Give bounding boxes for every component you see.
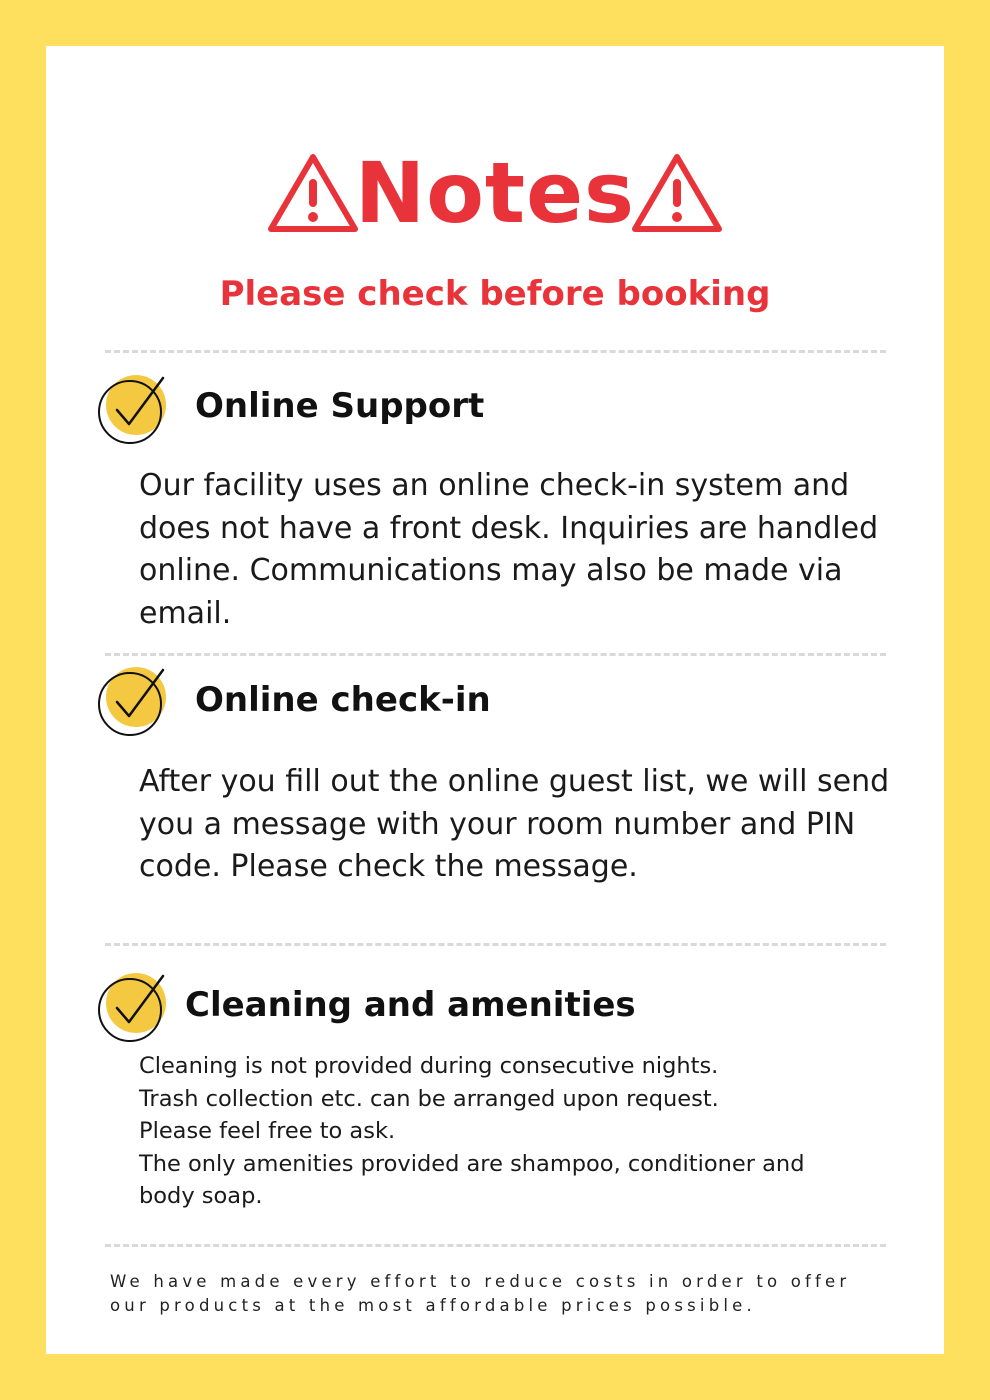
- body-line: body soap.: [139, 1183, 263, 1209]
- divider: [105, 943, 886, 946]
- checkmark-circle-icon: [97, 664, 169, 736]
- section-body-online-support: Our facility uses an online check-in system and does not have a front desk. Inquiries are handled online. Communications may also be made via email.: [139, 468, 879, 631]
- footer-line: our products at the most affordable prices possible.: [110, 1296, 756, 1315]
- body-line: The only amenities provided are shampoo, conditioner and: [139, 1150, 805, 1177]
- section-title-online-support: Online Support: [195, 386, 485, 426]
- body-line: Trash collection etc. can be arranged upon request.: [139, 1085, 719, 1112]
- body-line: Cleaning is not provided during consecutive nights.: [139, 1053, 719, 1079]
- divider: [105, 653, 886, 656]
- section-title-cleaning-and-amenities: Cleaning and amenities: [185, 985, 636, 1025]
- divider: [105, 350, 886, 353]
- footer-line: We have made every effort to reduce costs in order to offer: [110, 1272, 851, 1291]
- title-row: [0, 145, 990, 241]
- page-title: Notes: [354, 144, 636, 242]
- warning-triangle-icon: [267, 151, 359, 235]
- checkmark-circle-icon: [97, 372, 169, 444]
- divider: [105, 1244, 886, 1247]
- footer-note: [110, 1270, 910, 1318]
- section-title-online-check-in: Online check-in: [195, 680, 491, 720]
- warning-triangle-icon: [631, 151, 723, 235]
- section-body-cleaning-and-amenities: [139, 1050, 899, 1213]
- body-line: Please feel free to ask.: [139, 1118, 396, 1144]
- checkmark-circle-icon: [97, 970, 169, 1042]
- section-body-online-check-in: After you fill out the online guest list, we will send you a message with your room number and PIN code. Please check the message.: [139, 764, 890, 884]
- page-subtitle: Please check before booking: [219, 274, 771, 314]
